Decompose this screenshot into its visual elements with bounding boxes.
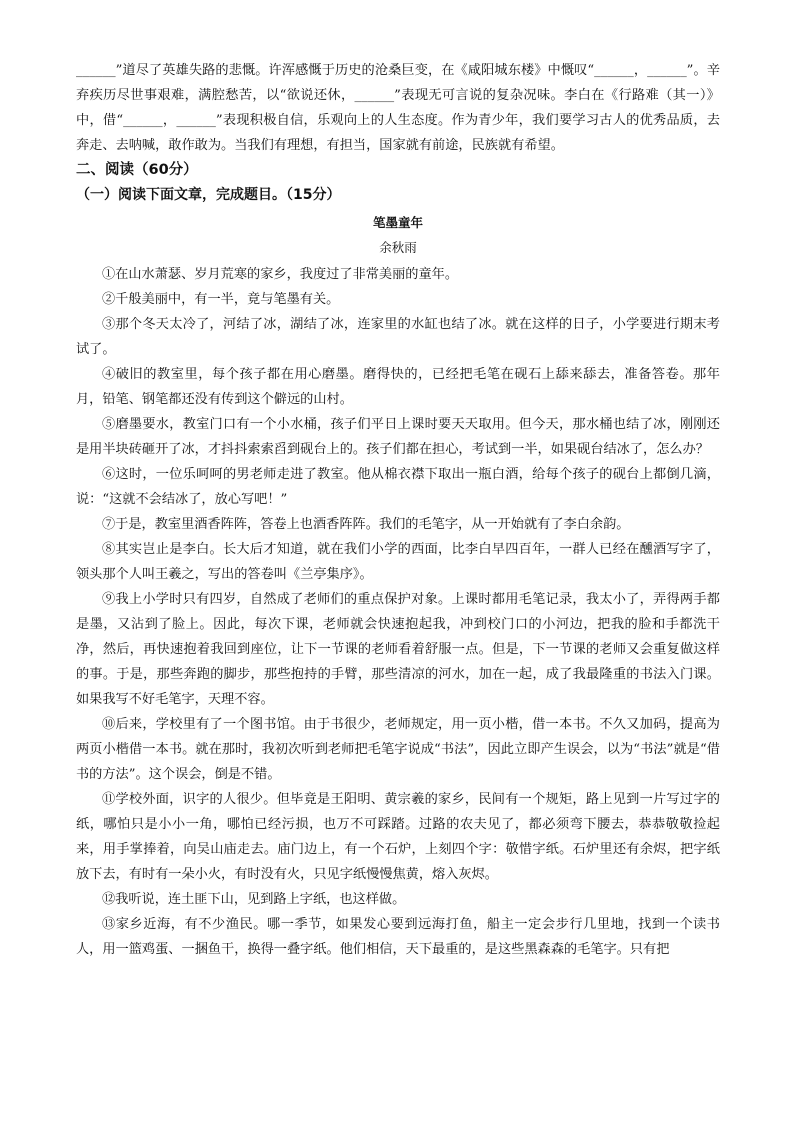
article-paragraph: ⑤磨墨要水，教室门口有一个小水桶，孩子们平日上课时要天天取用。但今天，那水桶也结了冰，刚刚还是用半块砖砸开了冰，才抖抖索索舀到砚台上的。孩子们都在担心，考试到一半，如果砚台结冰了，怎么办？	[76, 417, 720, 457]
article-paragraph: ⑬家乡近海，有不少渔民。哪一季节，如果发心要到远海打鱼，船主一定会步行几里地，找到一个读书人，用一篮鸡蛋、一捆鱼干，换得一叠字纸。他们相信，天下最重的，是这些黑森森的毛笔字。只有把	[76, 917, 720, 957]
previous-section-continuation: ______”道尽了英雄失路的悲慨。许浑感慨于历史的沧桑巨变，在《咸阳城东楼》中慨叹“______，______”。辛弃疾历尽世事艰难，满腔愁苦，以“欲说还休，______”表现无可言说的复杂况味。李白在《行路难（其一）》中，借“______，______”表现积极自信，乐观向上的人生态度。作为青少年，我们要学习古人的优秀品质，去奔走、去呐喊，敢作敢为。当我们有理想，有担当，国家就有前途，民族就有希望。	[76, 63, 720, 153]
page-content	[76, 58, 720, 962]
article-paragraph: ⑪学校外面，识字的人很少。但毕竟是王阳明、黄宗羲的家乡，民间有一个规矩，路上见到一片写过字的纸，哪怕只是小小一角，哪怕已经污损，也万不可踩踏。过路的农夫见了，都必须弯下腰去，恭恭敬敬捡起来，用手掌捧着，向吴山庙走去。庙门边上，有一个石炉，上刻四个字：敬惜字纸。石炉里还有余烬，把字纸放下去，有时有一朵小火，有时没有火，只见字纸慢慢焦黄，熔入灰烬。	[76, 792, 720, 882]
article-paragraph: ⑥这时，一位乐呵呵的男老师走进了教室。他从棉衣襟下取出一瓶白酒，给每个孩子的砚台上都倒几滴，说：“这就不会结冰了，放心写吧！”	[76, 467, 720, 507]
article-paragraph: ⑦于是，教室里酒香阵阵，答卷上也酒香阵阵。我们的毛笔字，从一开始就有了李白余韵。	[102, 517, 630, 532]
article-paragraph: ③那个冬天太冷了，河结了冰，湖结了冰，连家里的水缸也结了冰。就在这样的日子，小学要进行期末考试了。	[76, 317, 720, 357]
article-paragraph: ⑫我听说，连土匪下山，见到路上字纸，也这样做。	[102, 892, 406, 907]
article-paragraph: ⑩后来，学校里有了一个图书馆。由于书很少，老师规定，用一页小楷，借一本书。不久又加码，提高为两页小楷借一本书。就在那时，我初次听到老师把毛笔字说成“书法”，因此立即产生误会，以为“书法”就是“借书的方法”。这个误会，倒是不错。	[76, 717, 720, 782]
article-author: 余秋雨	[379, 240, 417, 255]
article-paragraph: ⑨我上小学时只有四岁，自然成了老师们的重点保护对象。上课时都用毛笔记录，我太小了，弄得两手都是墨，又沾到了脸上。因此，每次下课，老师就会快速抱起我，冲到校门口的小河边，把我的脸和手都洗干净，然后，再快速抱着我回到座位，让下一节课的老师看着舒服一点。但是，下一节课的老师又会重复做这样的事。于是，那些奔跑的脚步，那些抱持的手臂，那些清凉的河水，加在一起，成了我最隆重的书法入门课。如果我写不好毛笔字，天理不容。	[76, 592, 720, 707]
article-paragraph: ④破旧的教室里，每个孩子都在用心磨墨。磨得快的，已经把毛笔在砚石上舔来舔去，准备答卷。那年月，铅笔、钢笔都还没有传到这个僻远的山村。	[76, 367, 720, 407]
article-paragraph: ②千般美丽中，有一半，竟与笔墨有关。	[102, 292, 340, 307]
article-paragraph: ①在山水萧瑟、岁月荒寒的家乡，我度过了非常美丽的童年。	[102, 267, 459, 282]
article-title: 笔墨童年	[372, 215, 423, 230]
subsection-heading: （一）阅读下面文章，完成题目。（15分）	[76, 187, 341, 203]
section-heading: 二、阅读（60分）	[76, 162, 198, 178]
article-paragraph: ⑧其实岂止是李白。长大后才知道，就在我们小学的西面，比李白早四百年，一群人已经在醺酒写字了，领头那个人叫王羲之，写出的答卷叫《兰亭集序》。	[76, 542, 720, 582]
